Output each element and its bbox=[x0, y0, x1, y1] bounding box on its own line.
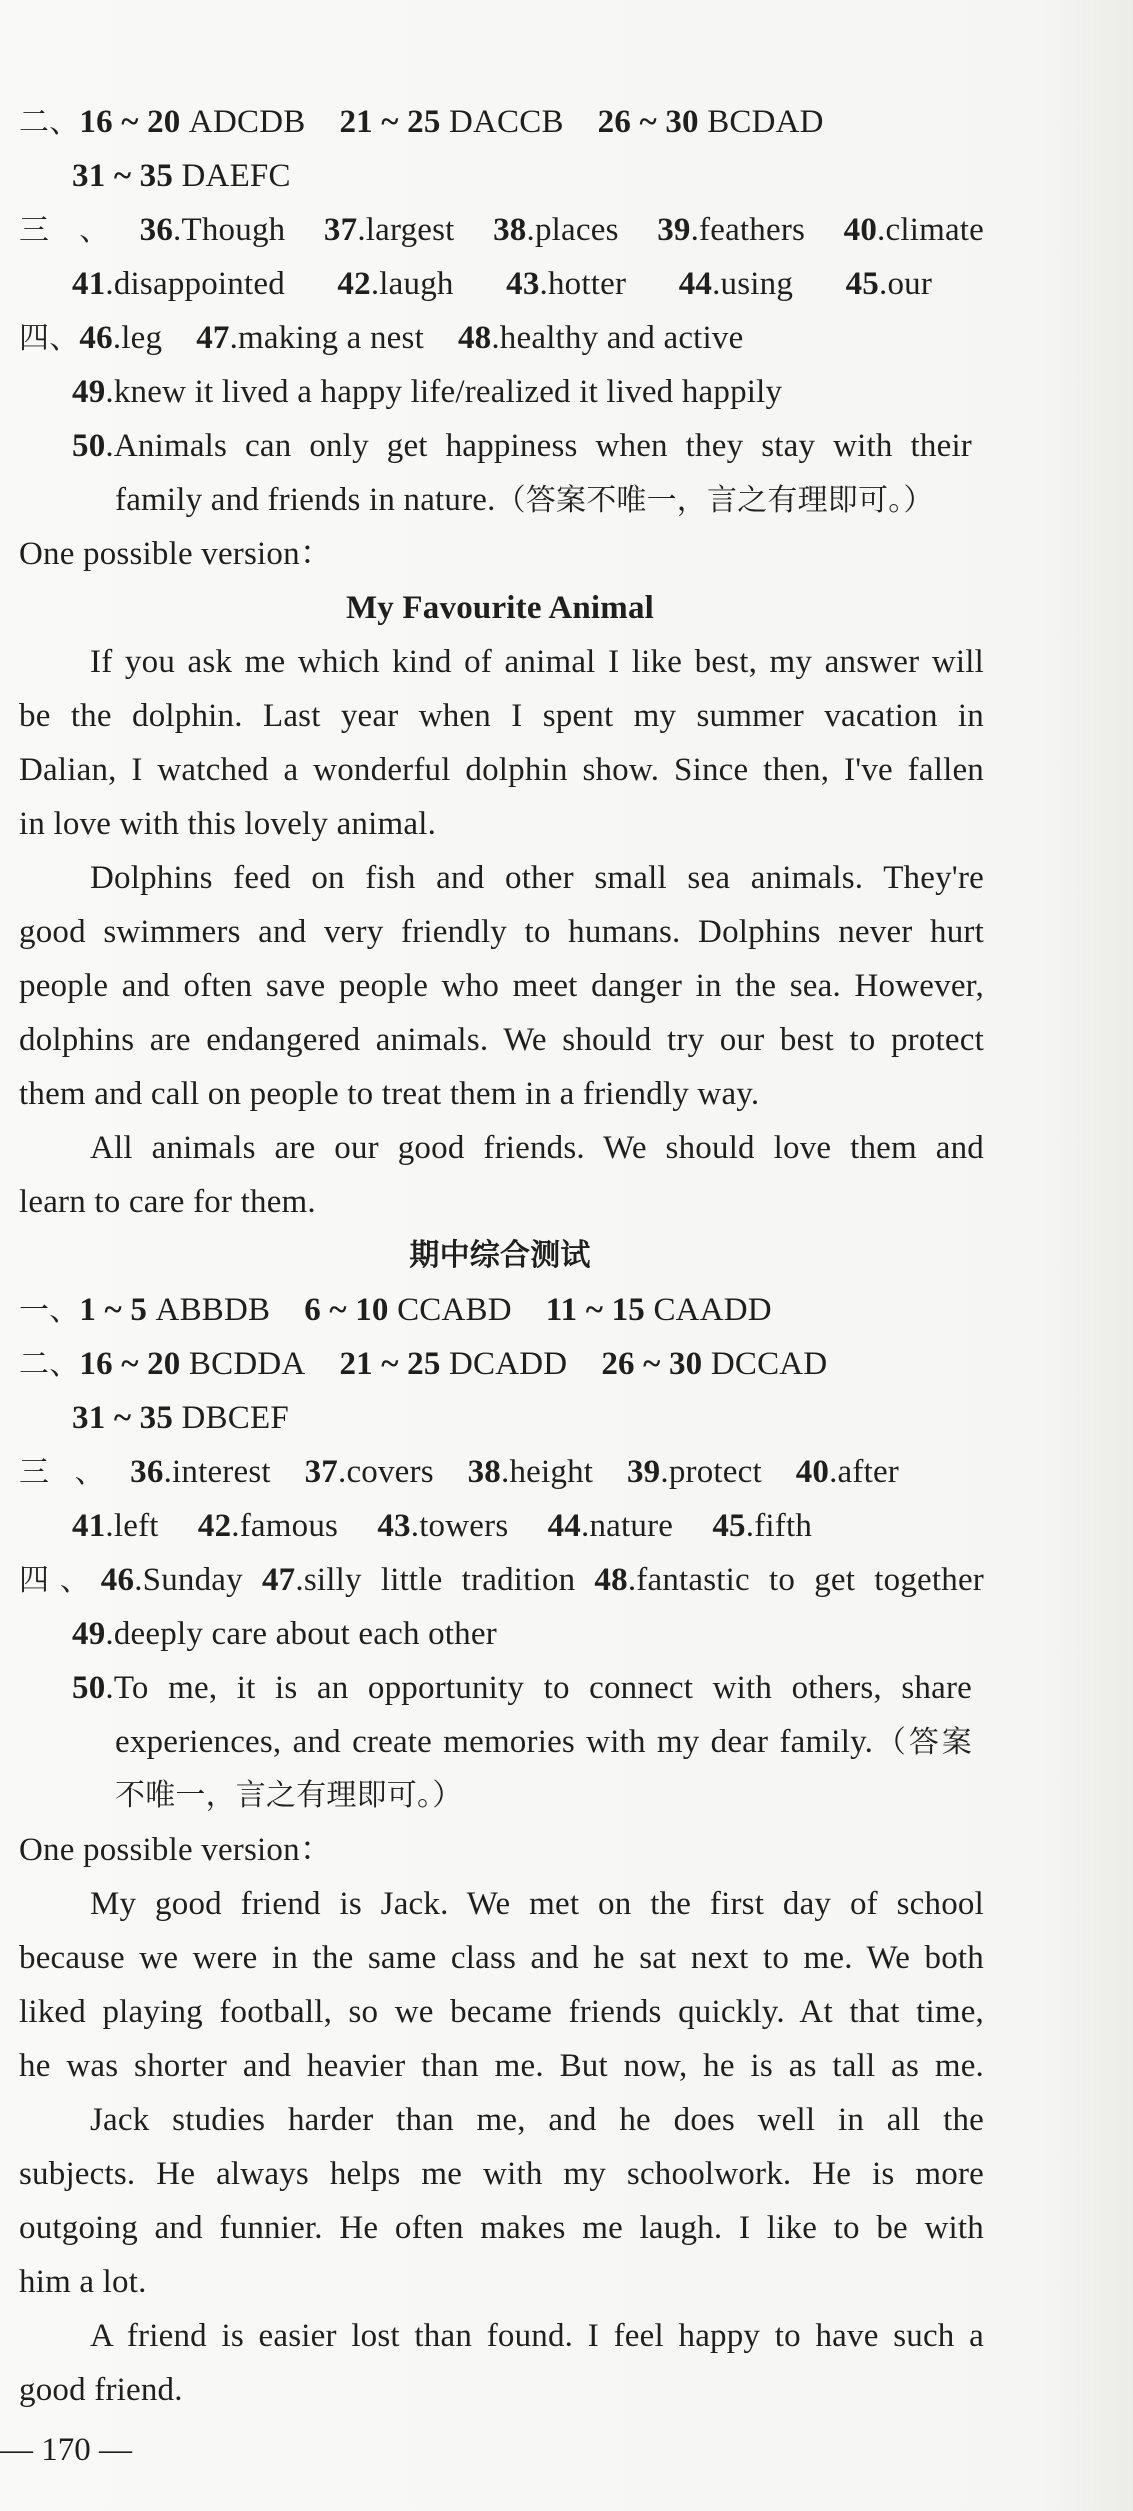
answer-q49: 49.deeply care about each other bbox=[72, 1616, 497, 1652]
answer-line-section-4: 四、46.Sunday 47.silly little tradition 48.fantastic to get together bbox=[19, 1562, 984, 1598]
version-label: One possible version： bbox=[19, 536, 333, 572]
essay-line: dolphins are endangered animals. We should try our best to protect bbox=[19, 1022, 984, 1058]
essay-line: them and call on people to treat them in a friendly way. bbox=[19, 1076, 760, 1112]
answer-line-section-3: 三、36.Though 37.largest 38.places 39.feathers 40.climate bbox=[19, 212, 985, 248]
essay-line: subjects. He always helps me with my schoolwork. He is more bbox=[19, 2156, 984, 2192]
essay-line: Jack studies harder than me, and he does well in all the bbox=[90, 2102, 984, 2138]
answer-q50: 50.To me, it is an opportunity to connect with others, share bbox=[72, 1670, 972, 1706]
answer-line-section-3-cont: 41.left 42.famous 43.towers 44.nature 45.fifth bbox=[72, 1508, 813, 1544]
essay-line: good swimmers and very friendly to humans. Dolphins never hurt bbox=[19, 914, 984, 950]
essay-line: be the dolphin. Last year when I spent my summer vacation in bbox=[19, 698, 984, 734]
answer-line-section-4: 四、46.leg 47.making a nest 48.healthy and active bbox=[19, 320, 744, 356]
answer-line-section-2: 二、16 ~ 20 ADCDB 21 ~ 25 DACCB 26 ~ 30 BCDAD bbox=[19, 104, 824, 140]
answer-q50-note: 不唯一，言之有理即可。） bbox=[115, 1778, 463, 1813]
essay-line: Dalian, I watched a wonderful dolphin show. Since then, I've fallen bbox=[19, 752, 984, 788]
essay-line: outgoing and funnier. He often makes me laugh. I like to be with bbox=[19, 2210, 984, 2246]
essay-line: in love with this lovely animal. bbox=[19, 806, 437, 842]
section-heading: 期中综合测试 bbox=[409, 1238, 591, 1273]
answer-line-section-3-cont: 41.disappointed 42.laugh 43.hotter 44.using 45.our bbox=[72, 266, 933, 302]
answer-line-section-1: 一、1 ~ 5 ABBDB 6 ~ 10 CCABD 11 ~ 15 CAADD bbox=[19, 1292, 772, 1328]
answer-line-section-2-cont: 31 ~ 35 DAEFC bbox=[72, 158, 291, 194]
essay-line: liked playing football, so we became friends quickly. At that time, bbox=[19, 1994, 984, 2030]
answer-q49: 49.knew it lived a happy life/realized it lived happily bbox=[72, 374, 783, 410]
answer-q50: 50.Animals can only get happiness when they stay with their bbox=[72, 428, 972, 464]
essay-line: because we were in the same class and he sat next to me. We both bbox=[19, 1940, 984, 1976]
essay-line: If you ask me which kind of animal I like best, my answer will bbox=[90, 644, 984, 680]
answer-line-section-2-cont: 31 ~ 35 DBCEF bbox=[72, 1400, 289, 1436]
answer-q50-cont: family and friends in nature.（答案不唯一，言之有理即可。） bbox=[115, 482, 934, 518]
essay-line: All animals are our good friends. We should love them and bbox=[90, 1130, 984, 1166]
essay-line: learn to care for them. bbox=[19, 1184, 316, 1220]
version-label: One possible version： bbox=[19, 1832, 333, 1868]
essay-line: him a lot. bbox=[19, 2264, 147, 2300]
answer-line-section-3: 三、36.interest 37.covers 38.height 39.protect 40.after bbox=[19, 1454, 899, 1490]
essay-line: A friend is easier lost than found. I feel happy to have such a bbox=[90, 2318, 984, 2354]
essay-title: My Favourite Animal bbox=[345, 590, 655, 626]
essay-line: he was shorter and heavier than me. But now, he is as tall as me. bbox=[19, 2048, 984, 2084]
essay-line: Dolphins feed on fish and other small sea animals. They're bbox=[90, 860, 984, 896]
essay-line: good friend. bbox=[19, 2372, 183, 2408]
answer-q50-cont: experiences, and create memories with my dear family.（答案 bbox=[115, 1724, 972, 1760]
essay-line: My good friend is Jack. We met on the first day of school bbox=[90, 1886, 984, 1922]
essay-line: people and often save people who meet danger in the sea. However, bbox=[19, 968, 984, 1004]
answer-line-section-2: 二、16 ~ 20 BCDDA 21 ~ 25 DCADD 26 ~ 30 DCCAD bbox=[19, 1346, 828, 1382]
page-number: — 170 — bbox=[0, 2432, 132, 2468]
